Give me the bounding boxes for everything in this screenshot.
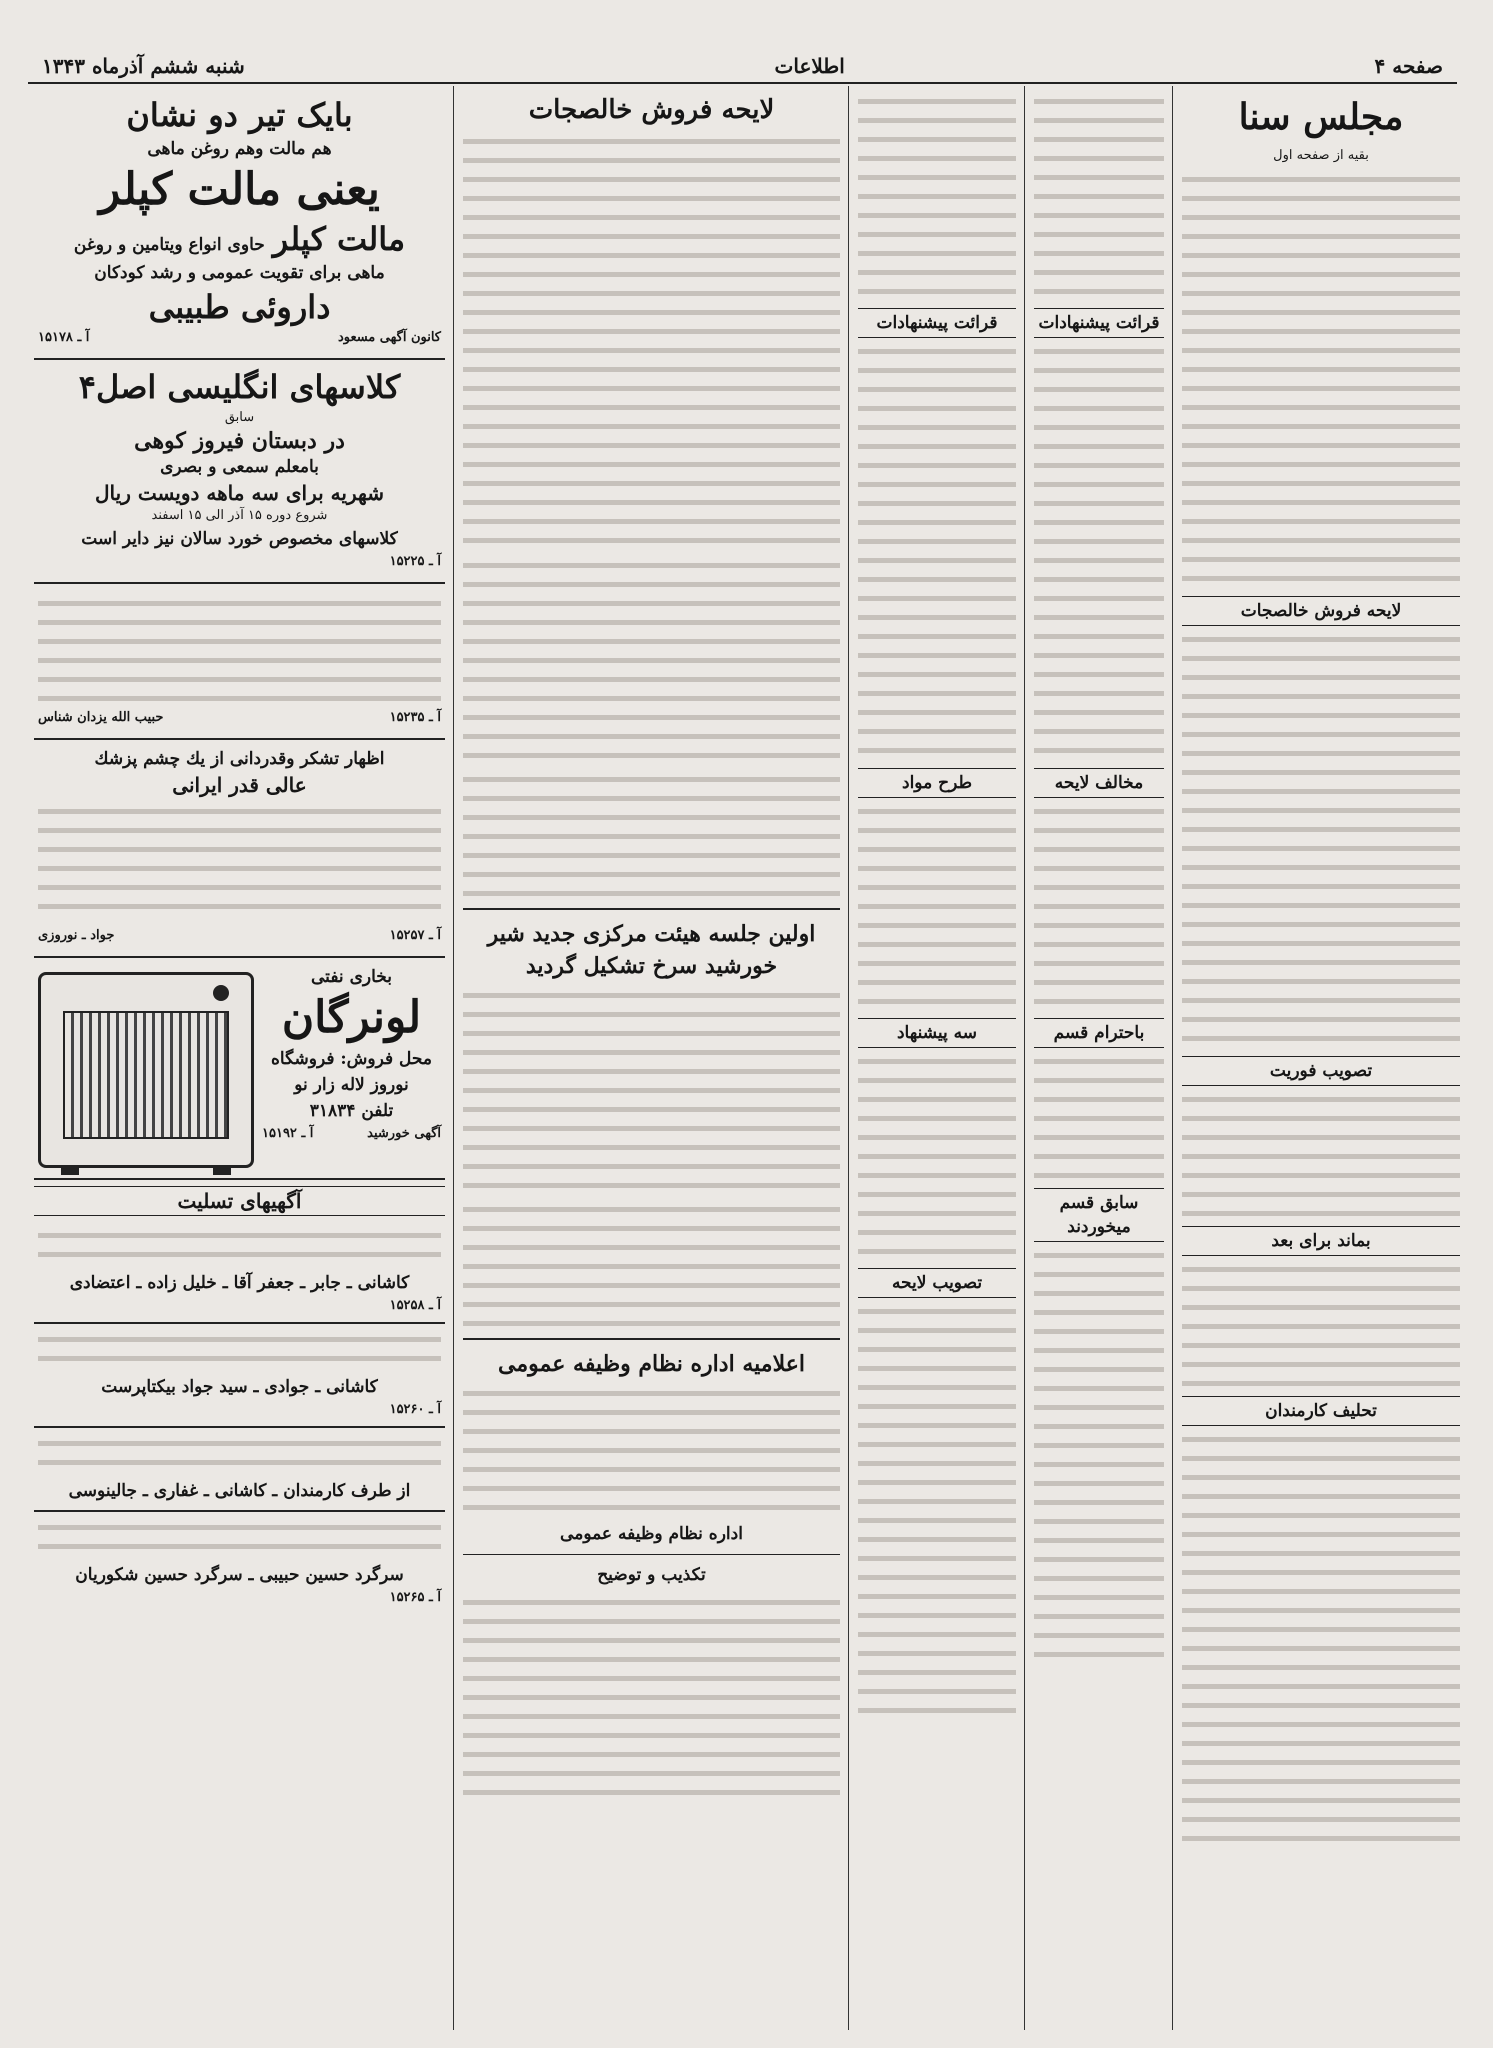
ad-text <box>38 1226 441 1266</box>
ad-heater <box>34 958 445 1180</box>
ad-thanks-sign: جواد ـ نوروزی <box>38 928 115 943</box>
condolence-3-sign: از طرف کارمندان ـ کاشانی ـ غفاری ـ جالینوسی <box>68 1481 411 1501</box>
heater-leg <box>61 1165 79 1175</box>
article-text <box>858 802 1016 1012</box>
ad-thanks-doctor <box>34 740 445 958</box>
condolence-4-sign: سرگرد حسین حبیبی ـ سرگرد حسین شکوریان <box>75 1565 404 1585</box>
article-text <box>858 92 1016 302</box>
ad-malt-kepler <box>34 88 445 360</box>
ad-text <box>38 1518 441 1558</box>
notice-headline: اعلامیه اداره نظام وظیفه عمومی <box>498 1351 805 1377</box>
condolence-2-footer <box>38 1400 441 1420</box>
ad-yazdan-footer <box>38 708 441 728</box>
masthead <box>28 46 1457 84</box>
ad-english-classes <box>34 360 445 584</box>
ad-malt-line2: هم مالت وهم روغن ماهی <box>147 139 332 159</box>
heater-knob <box>213 985 229 1001</box>
condolence-1-code: آ ـ ۱۵۲۵۸ <box>389 1298 441 1313</box>
ad-english-line5: شهریه برای سه ماهه دویست ریال <box>95 481 384 505</box>
condolence-2 <box>34 1324 445 1428</box>
ad-malt-code: آ ـ ۱۵۱۷۸ <box>38 330 90 345</box>
ad-thanks-line1: اظهار تشکر وقدردانی از یك چشم پزشك <box>94 749 385 769</box>
page-number: صفحه ۴ <box>1374 54 1443 78</box>
ad-text <box>38 1330 441 1370</box>
article-text <box>1182 1430 1460 1850</box>
ad-heater-line1: بخاری نفتی <box>311 967 392 987</box>
article-text <box>858 342 1016 762</box>
condolence-1 <box>34 1220 445 1324</box>
senate-headline: مجلس سنا <box>1238 96 1404 138</box>
subhead-proposals-2: قرائت پیشنهادات <box>858 308 1016 338</box>
ad-english-footer <box>38 552 441 572</box>
ad-english-line1: کلاسهای انگلیسی اصل۴ <box>78 368 401 406</box>
ad-heater-phone: تلفن ۳۱۸۳۴ <box>309 1101 394 1121</box>
article-text <box>1034 802 1164 1012</box>
divider <box>463 1338 840 1340</box>
article-text <box>463 770 840 900</box>
subhead-proposals: قرائت پیشنهادات <box>1034 308 1164 338</box>
condolence-4-footer <box>38 1588 441 1608</box>
ad-english-line2: سابق <box>224 410 255 425</box>
heater-illustration <box>38 972 254 1168</box>
subhead-later: بماند برای بعد <box>1182 1226 1460 1256</box>
article-text <box>858 1302 1016 1722</box>
condolence-1-sign: کاشانی ـ جابر ـ جعفر آقا ـ خلیل زاده ـ اعتضادی <box>69 1273 410 1293</box>
ad-english-line3: در دبستان فیروز کوهی <box>134 428 345 454</box>
paper-name: اطلاعات <box>774 54 845 78</box>
column-rule <box>1024 86 1025 2030</box>
ad-malt-footer <box>38 328 441 348</box>
ad-thanks-line2: عالی قدر ایرانی <box>172 773 307 797</box>
condolence-title: آگهیهای تسلیت <box>34 1186 445 1216</box>
subhead-opposition: مخالف لایحه <box>1034 768 1164 798</box>
ad-heater-line3: محل فروش: فروشگاه <box>271 1049 432 1069</box>
article-text <box>858 1052 1016 1262</box>
subhead-three-proposals: سه پیشنهاد <box>858 1018 1016 1048</box>
subhead-respect-oath: باحترام قسم <box>1034 1018 1164 1048</box>
article-text <box>1034 92 1164 302</box>
continued-note: بقیه از صفحه اول <box>1273 148 1369 163</box>
divider <box>463 908 840 910</box>
ad-malt-line4: مالت کپلر <box>272 220 406 258</box>
denial-headline: تکذیب و توضیح <box>597 1565 706 1585</box>
subhead-former-oath: سابق قسم میخوردند <box>1034 1188 1164 1242</box>
article-text <box>1182 170 1460 590</box>
ad-yazdanshenas <box>34 584 445 740</box>
condolence-2-sign: کاشانی ـ جوادی ـ سید جواد بیکتاپرست <box>101 1377 378 1397</box>
condolence-4 <box>34 1512 445 1614</box>
issue-date: شنبه ششم آذرماه ۱۳۴۳ <box>42 54 245 78</box>
ad-english-line6: شروع دوره ۱۵ آذر الی ۱۵ اسفند <box>151 508 328 523</box>
article-text <box>463 986 840 1196</box>
heater-leg <box>213 1165 231 1175</box>
article-text <box>463 1384 840 1514</box>
ad-malt-line7: داروئی طبیبی <box>148 288 331 326</box>
ad-thanks-code: آ ـ ۱۵۲۵۷ <box>389 928 441 943</box>
ad-text <box>38 802 441 922</box>
ad-heater-text <box>262 964 441 1168</box>
column-rule <box>453 86 454 2030</box>
column-proposals <box>1028 88 1170 2030</box>
subhead-articles: طرح مواد <box>858 768 1016 798</box>
ad-malt-row <box>38 218 441 260</box>
subhead-oath: تحلیف کارمندان <box>1182 1396 1460 1426</box>
ad-text <box>38 1434 441 1474</box>
article-text <box>1182 1260 1460 1390</box>
notice-signature: اداره نظام وظیفه عمومی <box>560 1524 743 1544</box>
ad-malt-line3: یعنی مالت کپلر <box>99 164 380 215</box>
ad-heater-footer <box>262 1124 441 1144</box>
ad-malt-agency: کانون آگهی مسعود <box>337 330 441 345</box>
ad-thanks-footer <box>38 926 441 946</box>
column-rule <box>1172 86 1173 2030</box>
article-text <box>463 1593 840 1803</box>
ad-malt-line1: بایک تیر دو نشان <box>126 96 353 134</box>
ad-english-line4: بامعلم سمعی و بصری <box>160 457 319 477</box>
ad-heater-line4: نوروز لاله زار نو <box>294 1075 409 1095</box>
article-text <box>463 132 840 552</box>
column-rule <box>848 86 849 2030</box>
ad-heater-line2: لونرگان <box>281 992 422 1043</box>
ad-yazdan-sign: حبیب الله یزدان شناس <box>38 710 164 725</box>
divider <box>463 1554 840 1555</box>
article-text <box>463 1200 840 1330</box>
ad-yazdan-code: آ ـ ۱۵۲۳۵ <box>389 710 441 725</box>
article-text <box>463 556 840 766</box>
column-bill <box>457 88 846 2030</box>
condolence-4-code: آ ـ ۱۵۲۶۵ <box>389 1590 441 1605</box>
article-text <box>1034 1246 1164 1666</box>
column-proposals-2 <box>852 88 1022 2030</box>
heater-grille <box>63 1011 229 1139</box>
subhead-bill: لایحه فروش خالصجات <box>1182 596 1460 626</box>
article-text <box>1034 1052 1164 1182</box>
subhead-urgency: تصویب فوریت <box>1182 1056 1460 1086</box>
column-senate <box>1176 88 1466 2030</box>
article-text <box>1182 1090 1460 1220</box>
condolence-1-footer <box>38 1296 441 1316</box>
condolence-2-code: آ ـ ۱۵۲۶۰ <box>389 1402 441 1417</box>
ad-malt-line6: ماهی برای تقویت عمومی و رشد کودکان <box>94 263 385 283</box>
column-ads <box>28 88 451 2030</box>
ad-heater-code: آ ـ ۱۵۱۹۲ <box>262 1126 314 1141</box>
ad-malt-line5: حاوی انواع ویتامین و روغن <box>73 235 265 255</box>
ad-heater-agency: آگهی خورشید <box>367 1126 441 1141</box>
ad-text <box>38 594 441 704</box>
subhead-approval: تصویب لایحه <box>858 1268 1016 1298</box>
bill-headline: لایحه فروش خالصجات <box>528 95 775 125</box>
condolence-3 <box>34 1428 445 1512</box>
meeting-headline: اولین جلسه هیئت مرکزی جدید شیر خورشید سرخ تشکیل گردید <box>487 921 816 979</box>
article-text <box>1182 630 1460 1050</box>
article-text <box>1034 342 1164 762</box>
ad-english-code: آ ـ ۱۵۲۲۵ <box>389 554 441 569</box>
ad-english-line7: کلاسهای مخصوص خورد سالان نیز دایر است <box>81 529 398 549</box>
